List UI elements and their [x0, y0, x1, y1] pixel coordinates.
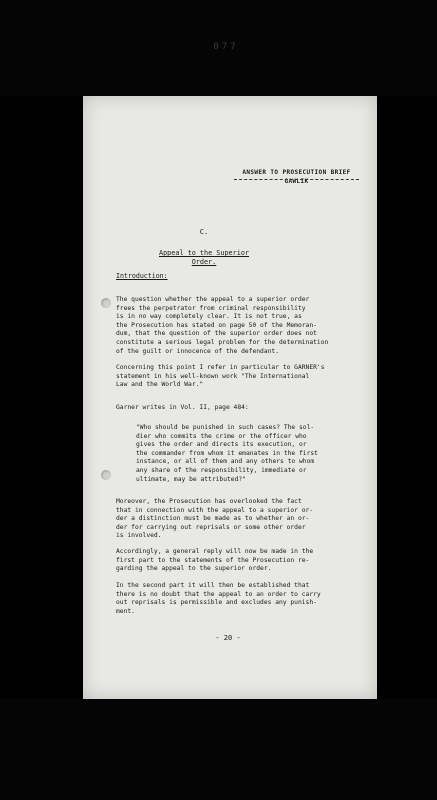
paragraph: The question whether the appeal to a superior order frees the perpetrator from criminal responsibility is in no way completely clear. It is not true, as the Prosecution has stated on page 50 of the Memoran- dum, that the question of the superior order does not constitute a serious legal problem for the determination of the guilt or innocence of the defendant. [116, 296, 329, 355]
intro-heading: Introduction: [116, 272, 168, 280]
punch-hole-icon [101, 470, 111, 480]
section-title: Appeal to the Superior Order. [158, 249, 250, 266]
section-letter: C. [199, 228, 209, 236]
paragraph: Garner writes in Vol. II, page 484: [116, 404, 249, 411]
film-strip-bottom [0, 699, 437, 800]
punch-hole-icon [101, 298, 111, 308]
film-strip-top [0, 0, 437, 96]
paragraph: Moreover, the Prosecution has overlooked the fact that in connection with the appeal to a superior or- der a distinction must be made as to whether an or- der for carrying out reprisals or some other order is involved. [116, 498, 314, 540]
document-header: ANSWER TO PROSECUTION BRIEF GAWLIK [242, 169, 351, 185]
frame-number: 077 [213, 42, 239, 52]
paragraph: Concerning this point I refer in particular to GARNER's statement in his well-known work "The International Law and the World War." [116, 364, 325, 389]
document-page [83, 96, 377, 699]
block-quote: "Who should be punished in such cases? The sol- dier who commits the crime or the officer who gives the order and directs its execution, or the commander from whom it emanates in the first instance, or all of them and any others to whom any share of the responsibility, immediate or ultimate, may be attributed?" [136, 424, 318, 483]
paragraph: Accordingly, a general reply will now be made in the first part to the statements of the Prosecution re- garding the appeal to the superior order. [116, 548, 314, 573]
paragraph: In the second part it will then be established that there is no doubt that the appeal to an order to carry out reprisals is permissible and excludes any punish- ment. [116, 582, 321, 615]
header-underline [234, 179, 359, 180]
page-number: - 20 - [215, 634, 241, 642]
